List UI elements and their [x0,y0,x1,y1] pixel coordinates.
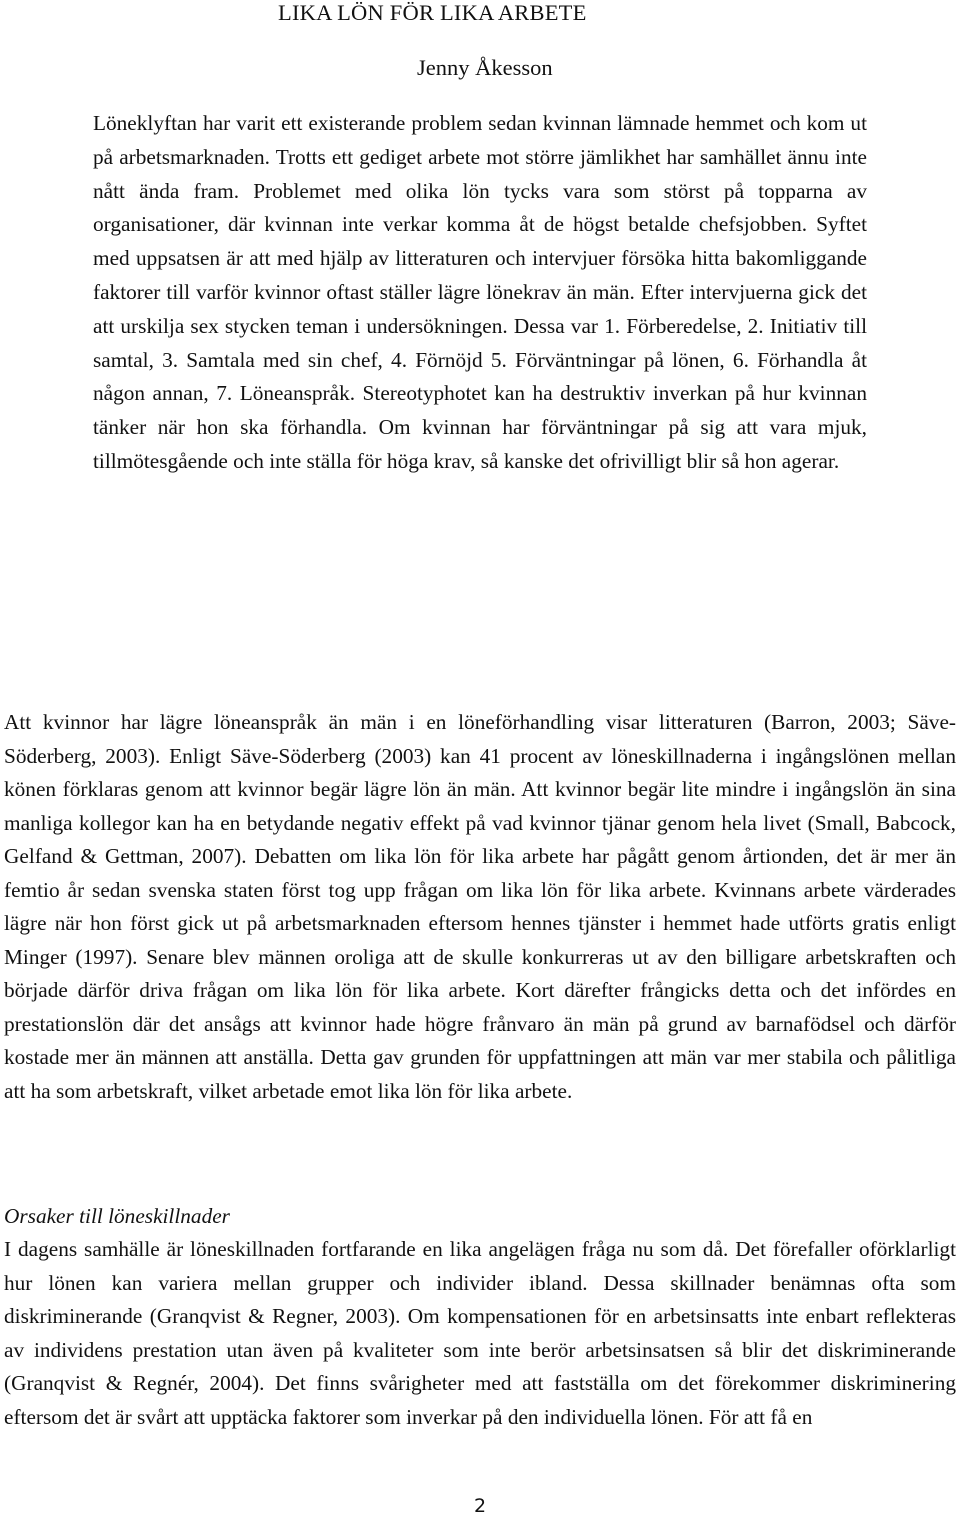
body-paragraph: Att kvinnor har lägre löneanspråk än män i en löneförhandling visar litteraturen (Barron, 2003; Säve-Söderberg, 2003). Enligt Säve-Söderberg (2003) kan 41 procent av löneskillnaderna i ingångslönen mellan könen förklaras genom att kvinnor begär lägre lön än män. Att kvinnor begär lite mindre i ingångslön än sina manliga kollegor kan ha en betydande negativ effekt på vad kvinnor tjänar genom hela livet (Small, Babcock, Gelfand & Gettman, 2007). Debatten om lika lön för lika arbete har pågått genom årtionden, det är mer än femtio år sedan svenska staten först tog upp frågan om lika lön för lika arbete. Kvinnans arbete värderades lägre när hon först gick ut på arbetsmarknaden eftersom hennes tjänster i hemmet hade utförts gratis enligt Minger (1997). Senare blev männen oroliga att de skulle konkurreras ut av den billigare arbetskraften och började därför driva frågan om lika lön för lika arbete. Kort därefter frångicks detta och det infördes en prestationslön där det ansågs att kvinnor hade högre frånvaro än män på grund av barnafödsel och därför kostade mer än männen att anställa. Detta gav grunden för uppfattningen att män var mer stabila och pålitliga att ha som arbetskraft, vilket arbetade emot lika lön för lika arbete. [4,710,956,1103]
section-heading: Orsaker till löneskillnader [4,1204,230,1228]
document-title: LIKA LÖN FÖR LIKA ARBETE [278,0,587,25]
author-name: Jenny Åkesson [417,55,553,80]
body-paragraph: I dagens samhälle är löneskillnaden fortfarande en lika angelägen fråga nu som då. Det förefaller oförklarligt hur lönen kan variera mellan grupper och individer ibland. Dessa skillnader benämnas ofta som diskriminerande (Granqvist & Regner, 2003). Om kompensationen för en arbetsinsatts inte enbart reflekteras av individens prestation utan även på kvaliteter som inte berör arbetsinsatsen så blir det diskriminerande (Granqvist & Regnér, 2004). Det finns svårigheter med att fastställa om det förekommer diskriminering eftersom det är svårt att upptäcka faktorer som inverkar på den individuella lönen. För att få en [4,1237,956,1429]
page-number: 2 [473,1495,487,1517]
abstract-paragraph: Löneklyftan har varit ett existerande problem sedan kvinnan lämnade hemmet och kom ut på arbetsmarknaden. Trotts ett gediget arbete mot större jämlikhet har samhället ännu inte nått ända fram. Problemet med olika lön tycks vara som störst på topparna av organisationer, där kvinnan inte verkar komma åt de högst betalde chefsjobben. Syftet med uppsatsen är att med hjälp av litteraturen och intervjuer försöka hitta bakomliggande faktorer till varför kvinnor oftast ställer lägre lönekrav än män. Efter intervjuerna gick det att urskilja sex stycken teman i undersökningen. Dessa var 1. Förberedelse, 2. Initiativ till samtal, 3. Samtala med sin chef, 4. Förnöjd 5. Förväntningar på lönen, 6. Förhandla åt någon annan, 7. Löneanspråk. Stereotyphotet kan ha destruktiv inverkan på hur kvinnan tänker när hon ska förhandla. Om kvinnan har förväntningar på sig att vara mjuk, tillmötesgående och inte ställa för höga krav, så kanske det ofrivilligt blir så hon agerar. [93,111,867,473]
